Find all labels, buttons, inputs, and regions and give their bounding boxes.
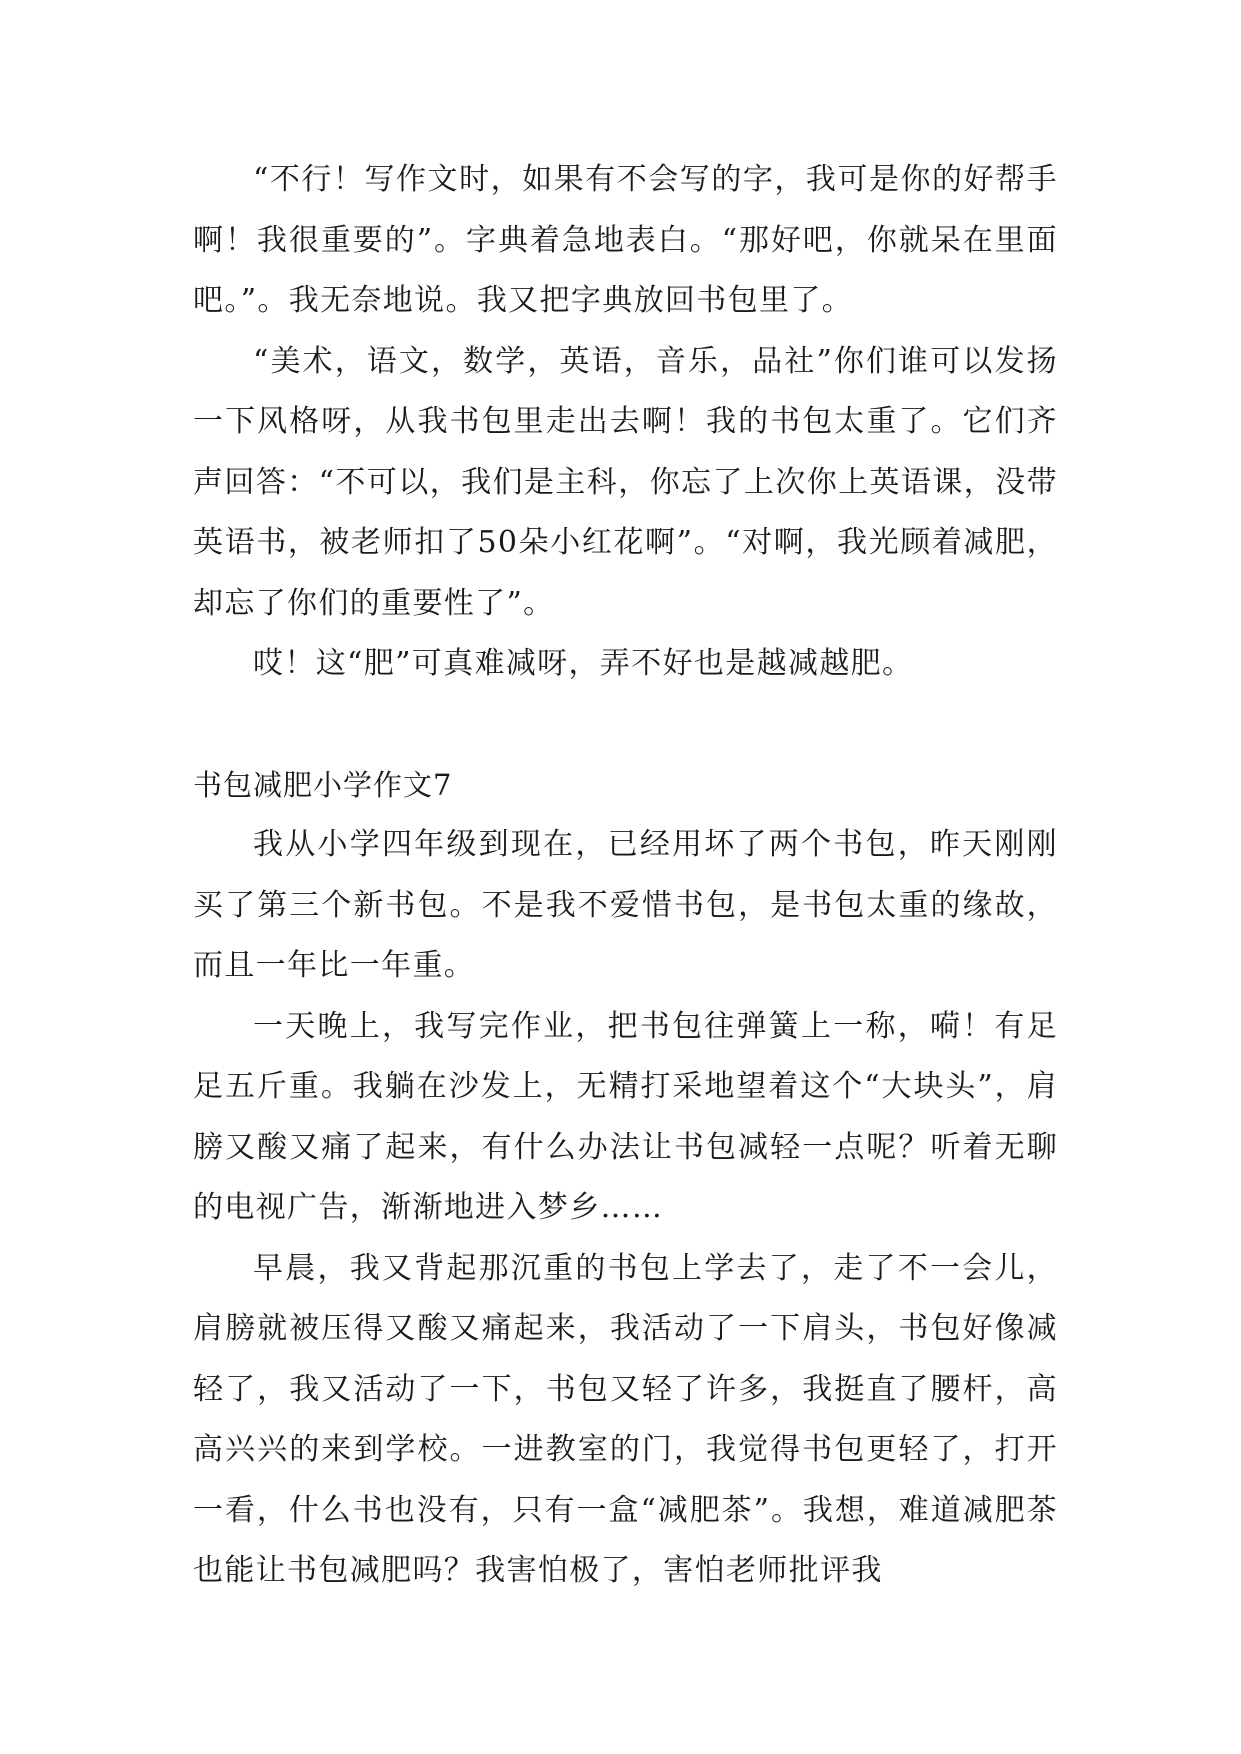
paragraph-intro: 我从小学四年级到现在，已经用坏了两个书包，昨天刚刚买了第三个新书包。不是我不爱惜书包，是书包太重的缘故，而且一年比一年重。 xyxy=(193,827,1058,983)
paragraph-dictionary: “不行！写作文时，如果有不会写的字，我可是你的好帮手啊！我很重要的”。字典着急地表白。“那好吧，你就呆在里面吧。”。我无奈地说。我又把字典放回书包里了。 xyxy=(193,162,1058,318)
paragraph-subjects: “美术，语文，数学，英语，音乐，品社”你们谁可以发扬一下风格呀，从我书包里走出去啊！我的书包太重了。它们齐声回答：“不可以，我们是主科，你忘了上次你上英语课，没带英语书，被老师扣了50朵小红花啊”。“对啊，我光顾着减肥，却忘了你们的重要性了”。 xyxy=(193,343,1058,621)
paragraph-sigh: 哎！这“肥”可真难减呀，弄不好也是越减越肥。 xyxy=(253,646,914,681)
document-body xyxy=(193,150,1058,1602)
paragraph-morning: 早晨，我又背起那沉重的书包上学去了，走了不一会儿，肩膀就被压得又酸又痛起来，我活动了一下肩头，书包好像减轻了，我又活动了一下，书包又轻了许多，我挺直了腰杆，高高兴兴的来到学校。一进教室的门，我觉得书包更轻了，打开一看，什么书也没有，只有一盒“减肥茶”。我想，难道减肥茶也能让书包减肥吗？我害怕极了，害怕老师批评我 xyxy=(193,1250,1058,1588)
section-title: 书包减肥小学作文7 xyxy=(193,767,453,802)
paragraph-evening: 一天晚上，我写完作业，把书包往弹簧上一称，嗬！有足足五斤重。我躺在沙发上，无精打采地望着这个“大块头”，肩膀又酸又痛了起来，有什么办法让书包减轻一点呢？听着无聊的电视广告，渐渐地进入梦乡…… xyxy=(193,1008,1058,1225)
